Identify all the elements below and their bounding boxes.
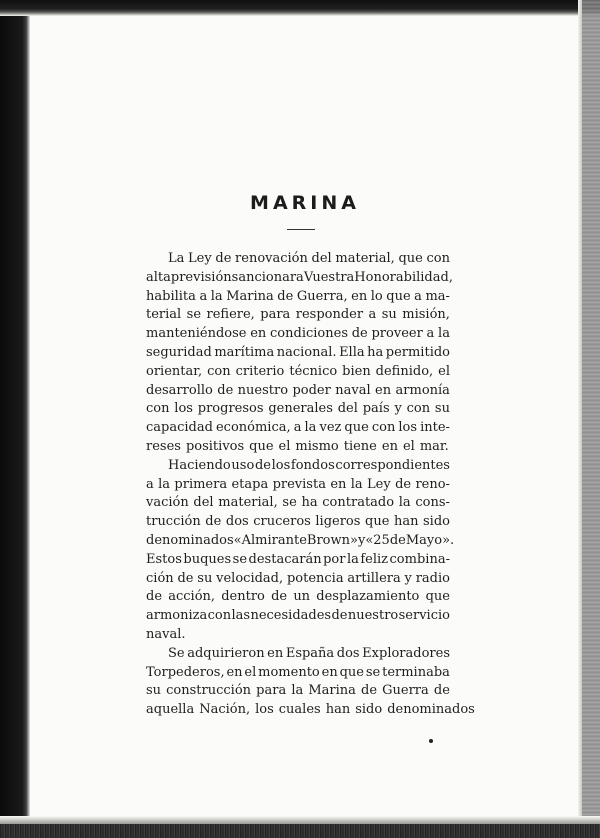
text-line: seguridad marítima nacional. Ella ha permitido	[146, 344, 450, 360]
scan-shadow-top	[0, 0, 600, 16]
text-line: armoniza con las necesidades de nuestro servicio	[146, 608, 450, 624]
text-line: orientar, con criterio técnico bien definido, el	[146, 363, 450, 379]
scan-noise-bottom	[0, 824, 600, 838]
text-line: Se adquirieron en España dos Exploradores	[168, 645, 450, 661]
scan-noise-right	[582, 0, 600, 838]
text-line: denominados «Almirante Brown» y «25 de Mayo».	[146, 532, 455, 548]
text-line: con los progresos generales del país y con su	[146, 401, 450, 417]
paragraph	[146, 645, 475, 720]
paragraph	[146, 457, 455, 645]
text-line: naval.	[146, 626, 186, 642]
text-line: Estos buques se destacarán por la feliz combina-	[146, 551, 450, 567]
page-edge-bottom	[0, 816, 600, 824]
text-line: Torpederos, en el momento en que se terminaba	[146, 664, 450, 680]
text-line: manteniéndose en condiciones de proveer a la	[146, 326, 450, 342]
text-line: alta previsión sancionara Vuestra Honorabilidad,	[146, 269, 453, 285]
text-line: de acción, dentro de un desplazamiento que	[146, 589, 450, 605]
title-underline	[287, 229, 315, 230]
body-text	[146, 250, 475, 720]
text-line: La Ley de renovación del material, que con	[168, 251, 450, 266]
binding-shadow-left	[0, 0, 30, 838]
paragraph	[146, 250, 453, 457]
text-line: desarrollo de nuestro poder naval en armonía	[146, 382, 450, 398]
page-title: MARINA	[250, 192, 360, 214]
text-line: trucción de dos cruceros ligeros que han sido	[146, 514, 450, 530]
text-line: Haciendo uso de los fondos correspondientes	[168, 457, 450, 473]
text-line: aquella Nación, los cuales han sido denominados	[146, 702, 475, 718]
text-line: capacidad económica, a la vez que con los inte-	[146, 420, 450, 436]
text-line: a la primera etapa prevista en la Ley de reno-	[146, 476, 450, 492]
ink-speck	[429, 739, 433, 743]
text-line: ción de su velocidad, potencia artillera y radio	[146, 570, 450, 586]
text-line: habilita a la Marina de Guerra, en lo que a ma-	[146, 288, 450, 304]
text-line: su construcción para la Marina de Guerra de	[146, 683, 450, 699]
text-line: vación del material, se ha contratado la cons-	[146, 495, 450, 511]
text-line: reses positivos que el mismo tiene en el mar.	[146, 438, 449, 454]
text-line: terial se refiere, para responder a su misión,	[146, 307, 450, 323]
